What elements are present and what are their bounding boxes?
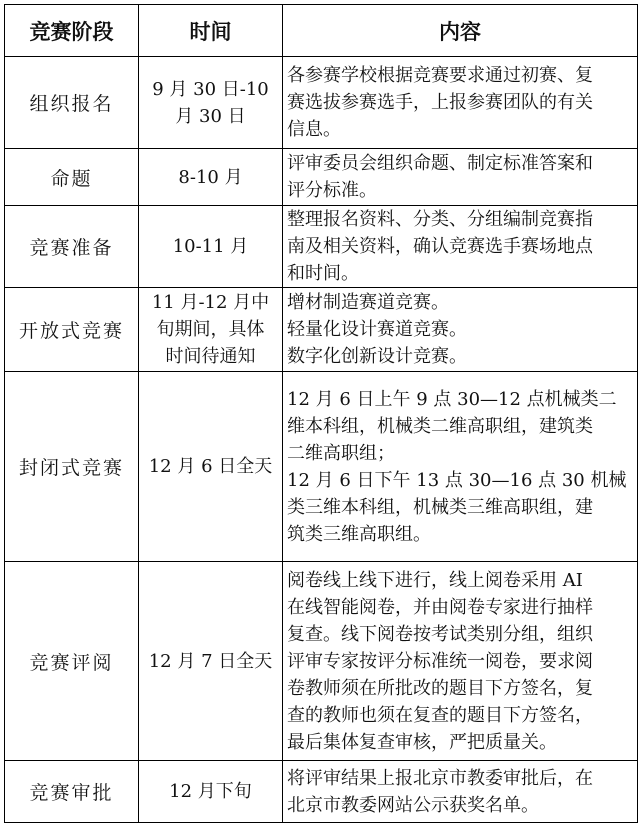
time-line: 旬期间，具体: [156, 319, 265, 340]
content-line: 北京市教委网站公示获奖名单。: [287, 794, 539, 816]
content-line: 筑类三维高职组。: [287, 523, 431, 545]
content-line: 维本科组，机械类二维高职组，建筑类: [287, 415, 593, 437]
time-line: 12 月 7 日全天: [148, 650, 273, 672]
time-cell: [139, 761, 283, 823]
content-line: 评分标准。: [287, 180, 377, 201]
content-line: 评审委员会组织命题、制定标准答案和: [287, 153, 593, 174]
stage-cell: 竞赛准备: [5, 206, 139, 288]
content-line: 类三维本科组，机械类三维高职组，建: [287, 496, 593, 518]
content-line: 轻量化设计赛道竞赛。: [287, 319, 467, 340]
content-line: 数字化创新设计竞赛。: [287, 346, 467, 367]
content-cell: [283, 288, 638, 372]
time-line: 9 月 30 日-10: [152, 78, 269, 100]
table-row: [5, 562, 638, 761]
table-row: [5, 288, 638, 372]
content-line: 12 月 6 日下午 13 点 30—16 点 30 机械: [287, 469, 627, 491]
content-line: 二维高职组；: [287, 442, 395, 464]
table-row: [5, 57, 638, 149]
header-row: [5, 5, 638, 57]
content-line: 复查。线下阅卷按考试类别分组，组织: [287, 623, 593, 645]
content-cell: [283, 372, 638, 562]
time-cell: [139, 149, 283, 206]
content-cell: [283, 149, 638, 206]
table-row: [5, 372, 638, 562]
stage-cell: 封闭式竞赛: [5, 372, 139, 562]
stage-cell: 竞赛评阅: [5, 562, 139, 761]
content-cell: [283, 761, 638, 823]
content-line: 最后集体复查审核，严把质量关。: [287, 731, 557, 753]
content-line: 查的教师也须在复查的题目下方签名，: [287, 704, 593, 726]
time-line: 8-10 月: [178, 166, 243, 188]
stage-cell: 命题: [5, 149, 139, 206]
time-line: 11 月-12 月中: [151, 292, 270, 313]
stage-cell: 竞赛审批: [5, 761, 139, 823]
content-line: 卷教师须在所批改的题目下方签名，复: [287, 677, 593, 699]
time-cell: [139, 206, 283, 288]
time-line: 10-11 月: [172, 236, 249, 257]
content-line: 将评审结果上报北京市教委审批后，在: [287, 767, 593, 789]
content-line: 赛选拔参赛选手，上报参赛团队的有关: [287, 92, 593, 113]
content-line: 评审专家按评分标准统一阅卷，要求阅: [287, 650, 593, 672]
time-line: 12 月下旬: [169, 781, 252, 802]
content-line: 阅卷线上线下进行，线上阅卷采用 AI: [287, 569, 583, 591]
header-stage: 竞赛阶段: [5, 5, 139, 57]
table-row: [5, 149, 638, 206]
content-cell: [283, 562, 638, 761]
content-cell: [283, 57, 638, 149]
content-line: 12 月 6 日上午 9 点 30—12 点机械类二: [287, 388, 617, 410]
content-line: 南及相关资料，确认竞赛选手赛场地点: [287, 236, 593, 257]
schedule-table: [4, 4, 638, 823]
time-cell: [139, 57, 283, 149]
content-line: 信息。: [287, 119, 341, 140]
content-line: 整理报名资料、分类、分组编制竞赛指: [287, 209, 593, 230]
table-row: [5, 206, 638, 288]
time-line: 月 30 日: [175, 105, 246, 127]
time-cell: [139, 288, 283, 372]
time-line: 时间待通知: [165, 346, 256, 367]
content-line: 各参赛学校根据竞赛要求通过初赛、复: [287, 65, 593, 86]
content-line: 和时间。: [287, 263, 359, 284]
content-line: 在线智能阅卷，并由阅卷专家进行抽样: [287, 596, 593, 618]
table-row: [5, 761, 638, 823]
time-line: 12 月 6 日全天: [148, 456, 273, 477]
content-line: 增材制造赛道竞赛。: [287, 292, 449, 313]
content-cell: [283, 206, 638, 288]
time-cell: [139, 562, 283, 761]
header-time: 时间: [139, 5, 283, 57]
stage-cell: 组织报名: [5, 57, 139, 149]
header-content: 内容: [283, 5, 638, 57]
stage-cell: 开放式竞赛: [5, 288, 139, 372]
time-cell: [139, 372, 283, 562]
